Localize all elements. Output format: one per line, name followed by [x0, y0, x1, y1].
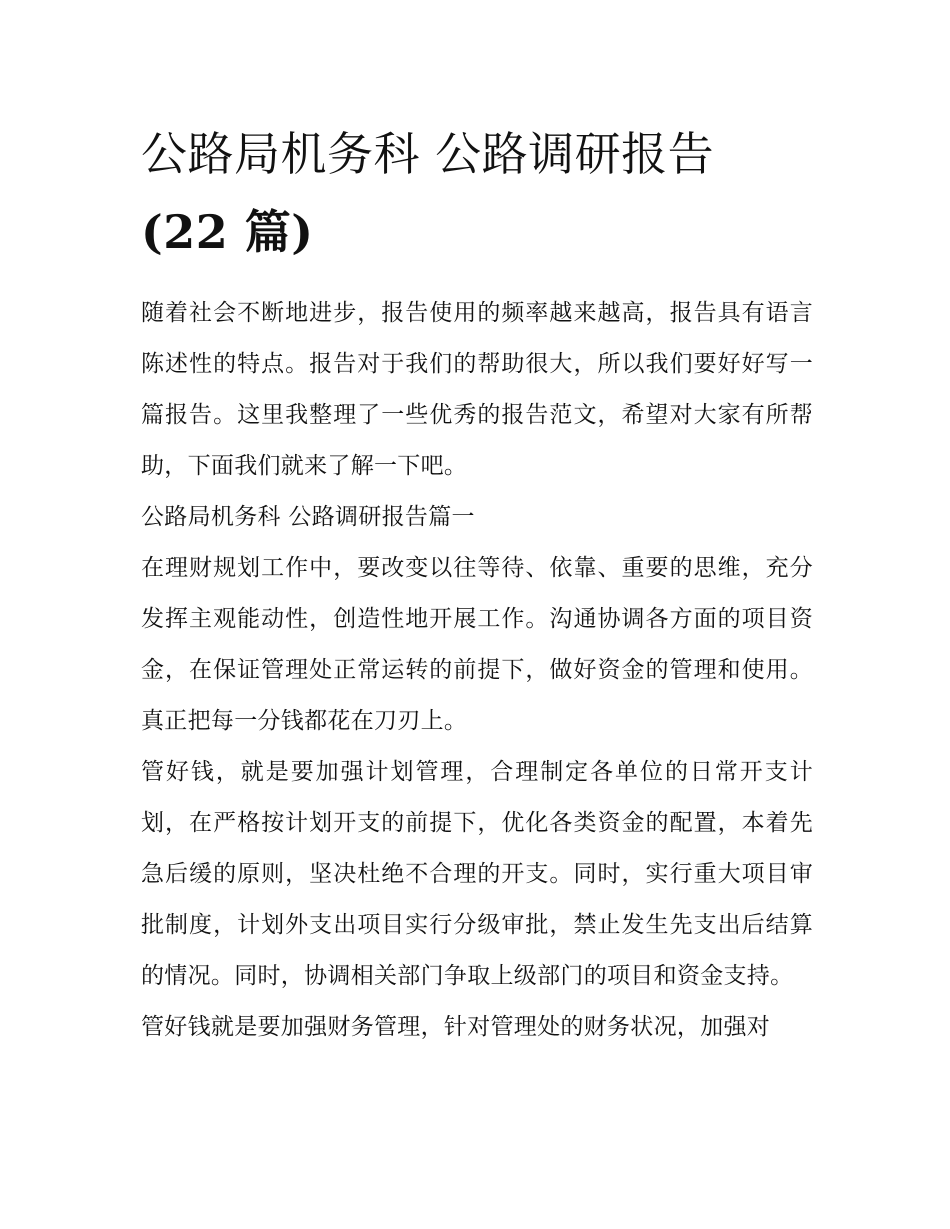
body-paragraph: 管好钱就是要加强财务管理，针对管理处的财务状况，加强对 — [141, 1014, 771, 1040]
intro-paragraph: 随着社会不断地进步，报告使用的频率越来越高，报告具有语言陈述性的特点。报告对于我们的帮助很大，所以我们要好好写一篇报告。这里我整理了一些优秀的报告范文，希望对大家有所帮助，下面我们就来了解一下吧。 — [141, 300, 813, 479]
section-heading: 公路局机务科 公路调研报告篇一 — [141, 504, 475, 530]
title-line-main: 公路局机务科 公路调研报告 — [141, 127, 715, 181]
document-content — [141, 115, 813, 1053]
document-body — [141, 288, 813, 1053]
body-paragraph: 管好钱，就是要加强计划管理，合理制定各单位的日常开支计划，在严格按计划开支的前提下，优化各类资金的配置，本着先急后缓的原则，坚决杜绝不合理的开支。同时，实行重大项目审批制度，计划外支出项目实行分级审批，禁止发生先支出后结算的情况。同时，协调相关部门争取上级部门的项目和资金支持。 — [141, 759, 813, 989]
document-title — [141, 115, 813, 271]
title-line-count: (22 篇) — [141, 205, 314, 259]
body-paragraph: 在理财规划工作中，要改变以往等待、依靠、重要的思维，充分发挥主观能动性，创造性地开展工作。沟通协调各方面的项目资金，在保证管理处正常运转的前提下，做好资金的管理和使用。真正把每一分钱都花在刀刃上。 — [141, 555, 813, 734]
